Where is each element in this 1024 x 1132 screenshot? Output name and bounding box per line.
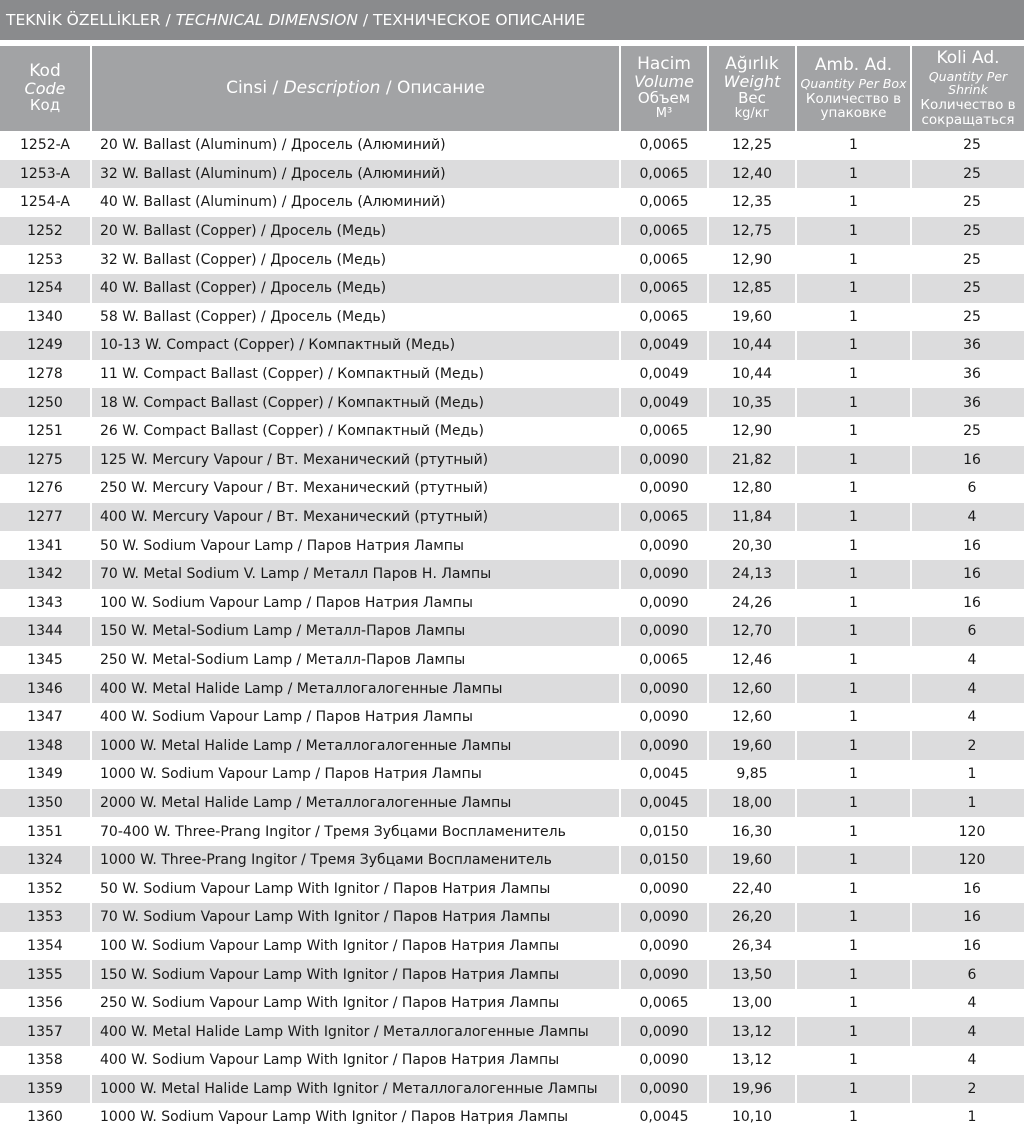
- cell-weight: 24,26: [708, 589, 796, 618]
- cell-shrink-quantity: 1: [911, 760, 1024, 789]
- table-row: [0, 188, 1024, 217]
- cell-volume: 0,0150: [620, 817, 708, 846]
- cell-code: 1358: [0, 1046, 91, 1075]
- cell-description: 11 W. Compact Ballast (Copper) / Компактный (Медь): [91, 360, 620, 389]
- cell-volume: 0,0065: [620, 646, 708, 675]
- cell-shrink-quantity: 4: [911, 503, 1024, 532]
- table-row: [0, 960, 1024, 989]
- cell-description: 50 W. Sodium Vapour Lamp / Паров Натрия Лампы: [91, 531, 620, 560]
- cell-volume: 0,0065: [620, 417, 708, 446]
- cell-box-quantity: 1: [796, 560, 911, 589]
- cell-weight: 12,46: [708, 646, 796, 675]
- cell-box-quantity: 1: [796, 1103, 911, 1132]
- column-header-code: [0, 46, 91, 131]
- cell-volume: 0,0065: [620, 274, 708, 303]
- cell-shrink-quantity: 1: [911, 789, 1024, 818]
- cell-shrink-quantity: 16: [911, 560, 1024, 589]
- cell-volume: 0,0090: [620, 589, 708, 618]
- table-row: [0, 674, 1024, 703]
- cell-volume: 0,0049: [620, 331, 708, 360]
- table-row: [0, 1017, 1024, 1046]
- cell-code: 1250: [0, 388, 91, 417]
- cell-weight: 11,84: [708, 503, 796, 532]
- cell-code: 1356: [0, 989, 91, 1018]
- cell-weight: 19,96: [708, 1075, 796, 1104]
- header-desc-ru: Описание: [396, 77, 485, 98]
- cell-weight: 12,80: [708, 474, 796, 503]
- cell-volume: 0,0090: [620, 446, 708, 475]
- cell-code: 1360: [0, 1103, 91, 1132]
- table-row: [0, 589, 1024, 618]
- cell-shrink-quantity: 36: [911, 331, 1024, 360]
- cell-weight: 12,60: [708, 703, 796, 732]
- cell-shrink-quantity: 6: [911, 474, 1024, 503]
- cell-description: 250 W. Mercury Vapour / Вт. Механический (ртутный): [91, 474, 620, 503]
- cell-box-quantity: 1: [796, 1075, 911, 1104]
- table-row: [0, 817, 1024, 846]
- cell-shrink-quantity: 120: [911, 846, 1024, 875]
- header-code-en: Code: [24, 79, 66, 99]
- cell-description: 1000 W. Three-Prang Ingitor / Тремя Зубцами Воспламенитель: [91, 846, 620, 875]
- cell-volume: 0,0065: [620, 503, 708, 532]
- cell-description: 70-400 W. Three-Prang Ingitor / Тремя Зубцами Воспламенитель: [91, 817, 620, 846]
- cell-volume: 0,0090: [620, 1075, 708, 1104]
- cell-code: 1347: [0, 703, 91, 732]
- table-row: [0, 903, 1024, 932]
- cell-shrink-quantity: 16: [911, 932, 1024, 961]
- table-row: [0, 731, 1024, 760]
- cell-code: 1359: [0, 1075, 91, 1104]
- cell-description: 400 W. Metal Halide Lamp With Ignitor / Металлогалогенные Лампы: [91, 1017, 620, 1046]
- cell-code: 1249: [0, 331, 91, 360]
- cell-volume: 0,0065: [620, 245, 708, 274]
- table-row: [0, 703, 1024, 732]
- cell-weight: 26,20: [708, 903, 796, 932]
- header-code-ru: Код: [29, 95, 61, 114]
- table-row: [0, 417, 1024, 446]
- table-row: [0, 245, 1024, 274]
- cell-weight: 13,00: [708, 989, 796, 1018]
- cell-code: 1350: [0, 789, 91, 818]
- cell-description: 1000 W. Sodium Vapour Lamp / Паров Натрия Лампы: [91, 760, 620, 789]
- header-weight-tr: Ağırlık: [725, 54, 779, 75]
- cell-volume: 0,0049: [620, 360, 708, 389]
- header-shrink-tr: Koli Ad.: [936, 48, 1000, 69]
- cell-volume: 0,0090: [620, 674, 708, 703]
- cell-weight: 10,44: [708, 331, 796, 360]
- cell-code: 1252-A: [0, 131, 91, 160]
- cell-shrink-quantity: 6: [911, 617, 1024, 646]
- cell-code: 1351: [0, 817, 91, 846]
- cell-shrink-quantity: 1: [911, 1103, 1024, 1132]
- table-row: [0, 760, 1024, 789]
- cell-description: 2000 W. Metal Halide Lamp / Металлогалогенные Лампы: [91, 789, 620, 818]
- cell-weight: 12,70: [708, 617, 796, 646]
- cell-code: 1275: [0, 446, 91, 475]
- cell-box-quantity: 1: [796, 503, 911, 532]
- cell-description: 400 W. Metal Halide Lamp / Металлогалогенные Лампы: [91, 674, 620, 703]
- cell-weight: 22,40: [708, 874, 796, 903]
- table-row: [0, 446, 1024, 475]
- cell-code: 1346: [0, 674, 91, 703]
- cell-shrink-quantity: 25: [911, 274, 1024, 303]
- cell-shrink-quantity: 120: [911, 817, 1024, 846]
- column-header-weight: [708, 46, 796, 131]
- cell-shrink-quantity: 16: [911, 903, 1024, 932]
- cell-weight: 19,60: [708, 846, 796, 875]
- table-row: [0, 474, 1024, 503]
- cell-weight: 12,60: [708, 674, 796, 703]
- cell-code: 1254: [0, 274, 91, 303]
- cell-description: 1000 W. Metal Halide Lamp / Металлогалогенные Лампы: [91, 731, 620, 760]
- header-desc-sep: /: [380, 77, 397, 98]
- table-row: [0, 217, 1024, 246]
- cell-description: 18 W. Compact Ballast (Copper) / Компактный (Медь): [91, 388, 620, 417]
- table-row: [0, 932, 1024, 961]
- cell-volume: 0,0090: [620, 960, 708, 989]
- cell-volume: 0,0065: [620, 217, 708, 246]
- cell-weight: 26,34: [708, 932, 796, 961]
- table-row: [0, 789, 1024, 818]
- cell-box-quantity: 1: [796, 874, 911, 903]
- table-row: [0, 303, 1024, 332]
- cell-volume: 0,0090: [620, 703, 708, 732]
- cell-description: 125 W. Mercury Vapour / Вт. Механический (ртутный): [91, 446, 620, 475]
- cell-box-quantity: 1: [796, 303, 911, 332]
- cell-shrink-quantity: 36: [911, 360, 1024, 389]
- cell-volume: 0,0065: [620, 989, 708, 1018]
- cell-weight: 19,60: [708, 731, 796, 760]
- cell-volume: 0,0090: [620, 474, 708, 503]
- cell-code: 1353: [0, 903, 91, 932]
- cell-weight: 13,12: [708, 1046, 796, 1075]
- cell-weight: 18,00: [708, 789, 796, 818]
- cell-description: 58 W. Ballast (Copper) / Дросель (Медь): [91, 303, 620, 332]
- cell-box-quantity: 1: [796, 446, 911, 475]
- page-title: [0, 0, 1024, 40]
- header-weight-en: Weight: [723, 72, 781, 92]
- table-row: [0, 160, 1024, 189]
- title-english: TECHNICAL DIMENSION: [175, 11, 358, 29]
- cell-weight: 10,10: [708, 1103, 796, 1132]
- cell-code: 1357: [0, 1017, 91, 1046]
- cell-volume: 0,0090: [620, 874, 708, 903]
- cell-code: 1277: [0, 503, 91, 532]
- table-row: [0, 1046, 1024, 1075]
- cell-box-quantity: 1: [796, 960, 911, 989]
- cell-code: 1343: [0, 589, 91, 618]
- cell-description: 250 W. Metal-Sodium Lamp / Металл-Паров Лампы: [91, 646, 620, 675]
- cell-shrink-quantity: 25: [911, 188, 1024, 217]
- cell-description: 150 W. Sodium Vapour Lamp With Ignitor / Паров Натрия Лампы: [91, 960, 620, 989]
- cell-volume: 0,0065: [620, 188, 708, 217]
- cell-weight: 16,30: [708, 817, 796, 846]
- cell-code: 1252: [0, 217, 91, 246]
- title-turkish: TEKNİK ÖZELLİKLER: [6, 11, 161, 29]
- title-separator: /: [160, 11, 176, 29]
- cell-box-quantity: 1: [796, 160, 911, 189]
- cell-box-quantity: 1: [796, 589, 911, 618]
- table-row: [0, 1075, 1024, 1104]
- cell-description: 70 W. Sodium Vapour Lamp With Ignitor / Паров Натрия Лампы: [91, 903, 620, 932]
- cell-shrink-quantity: 4: [911, 1017, 1024, 1046]
- cell-description: 150 W. Metal-Sodium Lamp / Металл-Паров Лампы: [91, 617, 620, 646]
- header-weight-unit: kg/кг: [734, 105, 770, 121]
- header-shrink-ru: Количество в сокращаться: [920, 97, 1016, 128]
- table-row: [0, 560, 1024, 589]
- cell-weight: 12,90: [708, 245, 796, 274]
- table-row: [0, 531, 1024, 560]
- cell-weight: 10,44: [708, 360, 796, 389]
- cell-box-quantity: 1: [796, 217, 911, 246]
- table-row: [0, 274, 1024, 303]
- header-shrink-en: Quantity Per Shrink: [928, 69, 1008, 98]
- cell-shrink-quantity: 4: [911, 989, 1024, 1018]
- cell-code: 1276: [0, 474, 91, 503]
- cell-description: 10-13 W. Compact (Copper) / Компактный (Медь): [91, 331, 620, 360]
- cell-description: 50 W. Sodium Vapour Lamp With Ignitor / Паров Натрия Лампы: [91, 874, 620, 903]
- title-russian: ТЕХНИЧЕСКОЕ ОПИСАНИЕ: [373, 11, 586, 29]
- cell-description: 100 W. Sodium Vapour Lamp / Паров Натрия Лампы: [91, 589, 620, 618]
- header-desc-sep: /: [267, 77, 284, 98]
- cell-code: 1348: [0, 731, 91, 760]
- cell-box-quantity: 1: [796, 646, 911, 675]
- table-header: [0, 46, 1024, 131]
- cell-box-quantity: 1: [796, 131, 911, 160]
- cell-weight: 13,50: [708, 960, 796, 989]
- table-row: [0, 989, 1024, 1018]
- cell-box-quantity: 1: [796, 846, 911, 875]
- cell-box-quantity: 1: [796, 474, 911, 503]
- cell-code: 1345: [0, 646, 91, 675]
- column-header-volume: [620, 46, 708, 131]
- cell-box-quantity: 1: [796, 1017, 911, 1046]
- cell-box-quantity: 1: [796, 1046, 911, 1075]
- cell-box-quantity: 1: [796, 903, 911, 932]
- cell-shrink-quantity: 25: [911, 245, 1024, 274]
- cell-box-quantity: 1: [796, 360, 911, 389]
- cell-box-quantity: 1: [796, 674, 911, 703]
- cell-volume: 0,0150: [620, 846, 708, 875]
- cell-description: 40 W. Ballast (Aluminum) / Дросель (Алюминий): [91, 188, 620, 217]
- header-box-ru: Количество в упаковке: [805, 90, 902, 121]
- cell-box-quantity: 1: [796, 703, 911, 732]
- cell-volume: 0,0090: [620, 731, 708, 760]
- cell-volume: 0,0065: [620, 160, 708, 189]
- cell-box-quantity: 1: [796, 245, 911, 274]
- cell-description: 400 W. Mercury Vapour / Вт. Механический (ртутный): [91, 503, 620, 532]
- cell-volume: 0,0090: [620, 560, 708, 589]
- cell-box-quantity: 1: [796, 531, 911, 560]
- cell-shrink-quantity: 25: [911, 131, 1024, 160]
- table-row: [0, 503, 1024, 532]
- cell-volume: 0,0090: [620, 903, 708, 932]
- cell-description: 32 W. Ballast (Copper) / Дросель (Медь): [91, 245, 620, 274]
- cell-shrink-quantity: 2: [911, 731, 1024, 760]
- cell-box-quantity: 1: [796, 817, 911, 846]
- cell-shrink-quantity: 25: [911, 303, 1024, 332]
- cell-description: 70 W. Metal Sodium V. Lamp / Металл Паров Н. Лампы: [91, 560, 620, 589]
- cell-weight: 12,75: [708, 217, 796, 246]
- cell-code: 1354: [0, 932, 91, 961]
- cell-box-quantity: 1: [796, 417, 911, 446]
- header-code-tr: Kod: [29, 61, 61, 82]
- cell-box-quantity: 1: [796, 789, 911, 818]
- cell-weight: 12,90: [708, 417, 796, 446]
- cell-code: 1349: [0, 760, 91, 789]
- title-separator: /: [357, 11, 374, 29]
- cell-box-quantity: 1: [796, 274, 911, 303]
- cell-volume: 0,0090: [620, 617, 708, 646]
- cell-weight: 19,60: [708, 303, 796, 332]
- table-body: [0, 131, 1024, 1132]
- cell-box-quantity: 1: [796, 760, 911, 789]
- cell-description: 250 W. Sodium Vapour Lamp With Ignitor / Паров Натрия Лампы: [91, 989, 620, 1018]
- cell-shrink-quantity: 16: [911, 874, 1024, 903]
- column-header-shrink-quantity: [911, 46, 1024, 131]
- column-header-description: [91, 46, 620, 131]
- cell-shrink-quantity: 4: [911, 646, 1024, 675]
- cell-box-quantity: 1: [796, 932, 911, 961]
- cell-description: 1000 W. Metal Halide Lamp With Ignitor / Металлогалогенные Лампы: [91, 1075, 620, 1104]
- cell-code: 1278: [0, 360, 91, 389]
- cell-shrink-quantity: 2: [911, 1075, 1024, 1104]
- cell-box-quantity: 1: [796, 331, 911, 360]
- header-weight-ru: Вес: [738, 89, 766, 108]
- cell-description: 26 W. Compact Ballast (Copper) / Компактный (Медь): [91, 417, 620, 446]
- cell-weight: 12,25: [708, 131, 796, 160]
- cell-weight: 12,40: [708, 160, 796, 189]
- cell-code: 1340: [0, 303, 91, 332]
- cell-volume: 0,0045: [620, 1103, 708, 1132]
- cell-code: 1342: [0, 560, 91, 589]
- table-row: [0, 131, 1024, 160]
- cell-description: 400 W. Sodium Vapour Lamp With Ignitor / Паров Натрия Лампы: [91, 1046, 620, 1075]
- cell-description: 1000 W. Sodium Vapour Lamp With Ignitor / Паров Натрия Лампы: [91, 1103, 620, 1132]
- cell-volume: 0,0090: [620, 1017, 708, 1046]
- cell-shrink-quantity: 4: [911, 1046, 1024, 1075]
- cell-shrink-quantity: 16: [911, 589, 1024, 618]
- cell-weight: 20,30: [708, 531, 796, 560]
- cell-volume: 0,0065: [620, 303, 708, 332]
- cell-volume: 0,0090: [620, 531, 708, 560]
- cell-volume: 0,0045: [620, 789, 708, 818]
- cell-code: 1341: [0, 531, 91, 560]
- cell-box-quantity: 1: [796, 617, 911, 646]
- cell-description: 32 W. Ballast (Aluminum) / Дросель (Алюминий): [91, 160, 620, 189]
- cell-code: 1253-A: [0, 160, 91, 189]
- cell-weight: 13,12: [708, 1017, 796, 1046]
- cell-volume: 0,0049: [620, 388, 708, 417]
- table-row: [0, 617, 1024, 646]
- table-row: [0, 360, 1024, 389]
- cell-weight: 10,35: [708, 388, 796, 417]
- cell-shrink-quantity: 25: [911, 417, 1024, 446]
- cell-shrink-quantity: 25: [911, 217, 1024, 246]
- cell-box-quantity: 1: [796, 188, 911, 217]
- table-row: [0, 646, 1024, 675]
- cell-volume: 0,0090: [620, 932, 708, 961]
- table-row: [0, 331, 1024, 360]
- cell-description: 40 W. Ballast (Copper) / Дросель (Медь): [91, 274, 620, 303]
- header-desc-tr: Cinsi: [226, 77, 268, 98]
- cell-code: 1253: [0, 245, 91, 274]
- cell-volume: 0,0065: [620, 131, 708, 160]
- header-volume-tr: Hacim: [637, 54, 691, 75]
- cell-shrink-quantity: 16: [911, 446, 1024, 475]
- cell-box-quantity: 1: [796, 731, 911, 760]
- column-header-box-quantity: [796, 46, 911, 131]
- cell-code: 1324: [0, 846, 91, 875]
- cell-shrink-quantity: 4: [911, 703, 1024, 732]
- cell-shrink-quantity: 25: [911, 160, 1024, 189]
- cell-weight: 24,13: [708, 560, 796, 589]
- cell-shrink-quantity: 4: [911, 674, 1024, 703]
- cell-weight: 9,85: [708, 760, 796, 789]
- header-volume-ru: Объем: [637, 89, 691, 108]
- cell-code: 1251: [0, 417, 91, 446]
- cell-code: 1254-A: [0, 188, 91, 217]
- cell-volume: 0,0045: [620, 760, 708, 789]
- cell-box-quantity: 1: [796, 989, 911, 1018]
- table-row: [0, 874, 1024, 903]
- cell-code: 1344: [0, 617, 91, 646]
- cell-weight: 21,82: [708, 446, 796, 475]
- cell-code: 1352: [0, 874, 91, 903]
- specifications-table: [0, 46, 1024, 1132]
- header-volume-unit: M³: [655, 105, 673, 121]
- cell-volume: 0,0090: [620, 1046, 708, 1075]
- cell-shrink-quantity: 36: [911, 388, 1024, 417]
- header-volume-en: Volume: [634, 72, 694, 92]
- cell-weight: 12,35: [708, 188, 796, 217]
- cell-description: 20 W. Ballast (Copper) / Дросель (Медь): [91, 217, 620, 246]
- cell-box-quantity: 1: [796, 388, 911, 417]
- cell-code: 1355: [0, 960, 91, 989]
- header-box-en: Quantity Per Box: [800, 75, 907, 91]
- cell-weight: 12,85: [708, 274, 796, 303]
- header-box-tr: Amb. Ad.: [814, 54, 893, 75]
- cell-description: 100 W. Sodium Vapour Lamp With Ignitor / Паров Натрия Лампы: [91, 932, 620, 961]
- table-row: [0, 388, 1024, 417]
- table-row: [0, 1103, 1024, 1132]
- cell-description: 20 W. Ballast (Aluminum) / Дросель (Алюминий): [91, 131, 620, 160]
- cell-shrink-quantity: 6: [911, 960, 1024, 989]
- table-row: [0, 846, 1024, 875]
- header-desc-en: Description: [283, 77, 381, 98]
- cell-description: 400 W. Sodium Vapour Lamp / Паров Натрия Лампы: [91, 703, 620, 732]
- cell-shrink-quantity: 16: [911, 531, 1024, 560]
